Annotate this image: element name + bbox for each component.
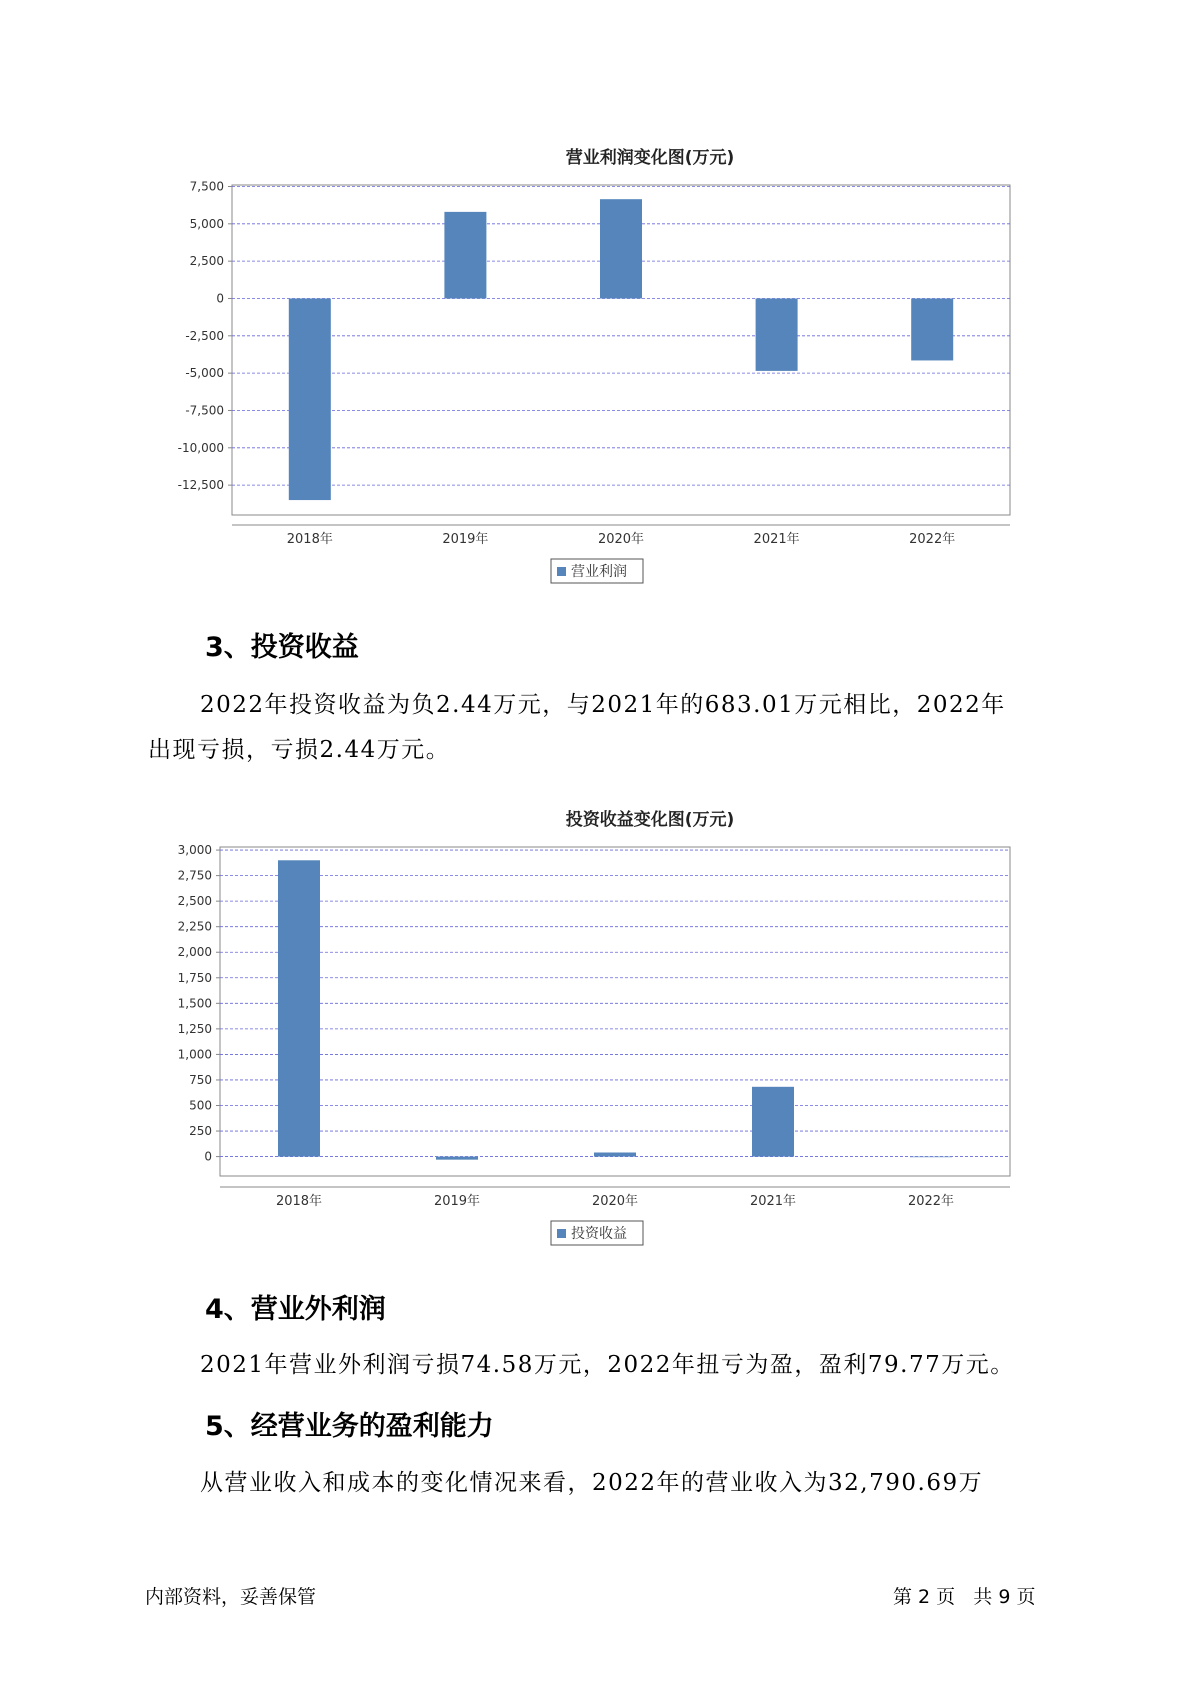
y-tick-label: -5,000 xyxy=(185,366,224,381)
legend-label: 营业利润 xyxy=(571,564,627,580)
y-tick-label: -12,500 xyxy=(177,478,224,493)
x-tick-label: 2021年 xyxy=(753,532,800,547)
section-3-paragraph-line-2: 出现亏损，亏损2.44万元。 xyxy=(148,737,451,763)
operating-profit-chart-title: 营业利润变化图(万元) xyxy=(565,148,735,168)
y-tick-label: 1,500 xyxy=(177,996,212,1011)
y-tick-label: 0 xyxy=(216,291,224,306)
y-tick-label: 1,250 xyxy=(177,1021,212,1036)
investment-income-chart-title: 投资收益变化图(万元) xyxy=(565,810,735,830)
bar xyxy=(436,1157,478,1160)
y-tick-label: -7,500 xyxy=(185,403,224,418)
legend-label: 投资收益 xyxy=(571,1226,627,1242)
y-tick-label: -2,500 xyxy=(185,328,224,343)
section-3-paragraph-line-1: 2022年投资收益为负2.44万元，与2021年的683.01万元相比，2022年 xyxy=(200,692,1006,718)
y-tick-label: 2,250 xyxy=(177,919,212,934)
x-tick-label: 2022年 xyxy=(907,1194,955,1209)
y-tick-label: 2,500 xyxy=(189,254,224,269)
legend-swatch xyxy=(557,1229,566,1238)
y-tick-label: 7,500 xyxy=(189,179,224,194)
x-tick-label: 2019年 xyxy=(433,1194,481,1209)
x-tick-label: 2020年 xyxy=(591,1194,639,1209)
plot-area xyxy=(220,847,1010,1176)
bar xyxy=(910,1157,952,1158)
bar xyxy=(752,1087,794,1157)
x-tick-label: 2022年 xyxy=(909,532,956,547)
footer-confidential-note: 内部资料，妥善保管 xyxy=(145,1586,317,1608)
y-tick-label: 750 xyxy=(189,1072,212,1087)
y-tick-label: 0 xyxy=(204,1149,212,1164)
y-tick-label: 3,000 xyxy=(177,843,212,858)
section-5-title: 5、经营业务的盈利能力 xyxy=(205,1411,494,1442)
y-tick-label: 250 xyxy=(189,1124,212,1139)
x-tick-label: 2020年 xyxy=(597,532,645,547)
x-tick-label: 2018年 xyxy=(286,532,333,547)
bar xyxy=(594,1153,636,1157)
y-tick-label: 500 xyxy=(189,1098,212,1113)
section-3-title: 3、投资收益 xyxy=(205,632,359,663)
x-tick-label: 2018年 xyxy=(275,1194,323,1209)
x-tick-label: 2021年 xyxy=(749,1194,797,1209)
section-4-title: 4、营业外利润 xyxy=(205,1294,386,1325)
section-4-paragraph: 2021年营业外利润亏损74.58万元，2022年扭亏为盈，盈利79.77万元。 xyxy=(200,1352,1015,1378)
y-tick-label: -10,000 xyxy=(177,440,224,455)
y-tick-label: 1,750 xyxy=(177,970,212,985)
x-tick-label: 2019年 xyxy=(442,532,489,547)
y-tick-label: 5,000 xyxy=(189,216,224,231)
y-tick-label: 2,500 xyxy=(177,894,212,909)
bar xyxy=(278,860,320,1156)
footer-page-number: 第 2 页 共 9 页 xyxy=(893,1586,1036,1608)
y-tick-label: 2,000 xyxy=(177,945,212,960)
y-tick-label: 2,750 xyxy=(177,868,212,883)
y-tick-label: 1,000 xyxy=(177,1047,212,1062)
section-5-paragraph: 从营业收入和成本的变化情况来看，2022年的营业收入为32,790.69万 xyxy=(200,1470,984,1496)
